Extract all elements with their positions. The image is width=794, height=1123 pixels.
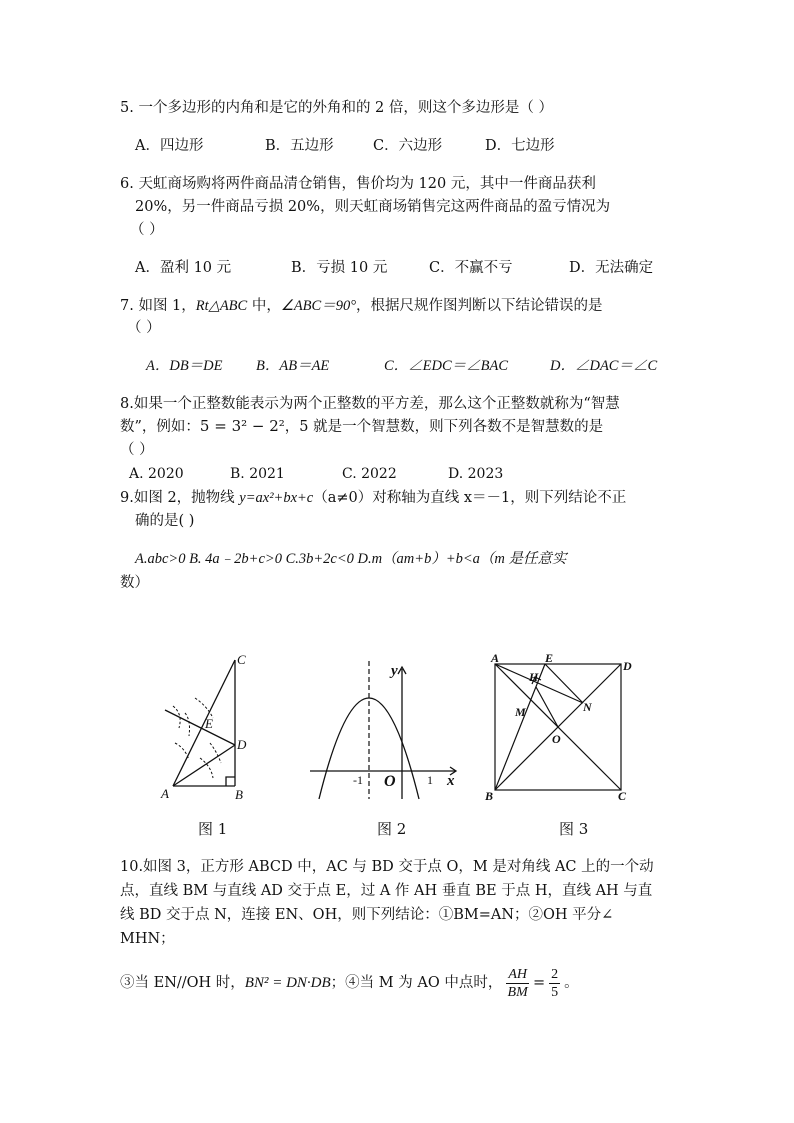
q10-fraction-right <box>549 966 560 1001</box>
q9-line2: 确的是( ) <box>135 513 195 529</box>
q6-options <box>135 258 653 278</box>
q7-option-a: A．DB＝DE <box>146 358 223 374</box>
q10-math-relation: BN² = DN·DB <box>244 975 331 991</box>
q9-prefix: 9.如图 2，抛物线 <box>120 490 240 506</box>
q7-line2: （ ） <box>127 320 161 336</box>
q10-line1: 10.如图 3，正方形 ABCD 中，AC 与 BD 交于点 O，M 是对角线 AC 上的一个动 <box>120 859 654 875</box>
q10-frac-right-den: 5 <box>551 984 559 1000</box>
figure-1-caption: 图 1 <box>198 820 228 838</box>
fig1-right-angle-mark <box>226 777 235 786</box>
q10-line2: 点，直线 BM 与直线 AD 交于点 E，过 A 作 AH 垂直 BE 于点 H，直线 AH 与直 <box>120 883 653 899</box>
q7-option-d: D．∠DAC＝∠C <box>550 358 658 374</box>
fig3-line-an <box>495 664 583 703</box>
fig3-line-oh <box>536 687 558 727</box>
q9-options-line1: A.abc>0 B. 4a﹣2b+c>0 C.3b+2c<0 D.m（am+b）+b<a（m 是任意实 <box>135 551 567 567</box>
fig3-label-d: D <box>623 659 632 673</box>
figure-3-caption: 图 3 <box>559 820 589 838</box>
fig3-label-n: N <box>583 700 592 714</box>
fig3-label-m: M <box>515 705 526 719</box>
figure-2 <box>307 655 467 803</box>
q7-option-c: C．∠EDC＝∠BAC <box>384 358 509 374</box>
figure-1 <box>155 648 255 803</box>
q5-option-c: C．六边形 <box>373 138 443 154</box>
q7-prefix: 7. 如图 1， <box>120 298 196 314</box>
fig1-segment-ac <box>173 660 235 786</box>
q10-line5-b: ；④当 M 为 AO 中点时， <box>330 975 503 991</box>
q9-line1 <box>120 488 626 508</box>
fig2-label-origin: O <box>384 773 396 790</box>
fig1-label-e: E <box>205 716 213 731</box>
fig3-label-e: E <box>545 651 554 665</box>
q6-line1: 6. 天虹商场购将两件商品清仓销售，售价均为 120 元，其中一件商品获利 <box>120 176 596 192</box>
q5-options <box>135 136 555 156</box>
q10-line4: MHN； <box>120 931 175 947</box>
q8-option-d: D. 2023 <box>448 466 504 482</box>
fig2-label-1: 1 <box>427 773 433 787</box>
q6-option-b: B．亏损 10 元 <box>291 260 388 276</box>
q10-line5 <box>120 964 579 1002</box>
fig3-label-o: O <box>552 732 561 746</box>
fig1-label-a: A <box>161 786 169 801</box>
q6-option-c: C．不赢不亏 <box>429 260 513 276</box>
figure-2-caption: 图 2 <box>377 820 407 838</box>
fig1-construction-arc-3 <box>195 698 213 718</box>
q5-option-a: A．四边形 <box>135 138 204 154</box>
q7-line1 <box>120 296 603 316</box>
q9-suffix: 对称轴为直线 x＝－1，则下列结论不正 <box>372 490 627 506</box>
fig3-label-b: B <box>485 789 494 803</box>
q10-fraction-left <box>506 966 529 1001</box>
fig3-label-c: C <box>618 789 627 803</box>
fig1-label-b: B <box>235 787 243 802</box>
q6-line2: 20%，另一件商品亏损 20%，则天虹商场销售完这两件商品的盈亏情况为 <box>135 199 611 215</box>
q10-frac-left-den: BM <box>507 984 528 1000</box>
q8-line2 <box>120 416 603 437</box>
fig1-label-c: C <box>237 652 246 667</box>
q10-equals: = <box>533 975 546 991</box>
q9-condition: （a≠0） <box>313 490 373 506</box>
fig3-label-a: A <box>491 651 500 665</box>
q7-triangle: △ABC <box>208 298 248 314</box>
q9-options-line2: 数） <box>120 575 149 591</box>
fig2-label-neg1: -1 <box>353 773 363 787</box>
fig3-line-en <box>545 664 583 703</box>
q5-option-d: D．七边形 <box>485 138 555 154</box>
q5-option-b: B．五边形 <box>265 138 334 154</box>
q8-line3: （ ） <box>120 442 154 458</box>
q8-line2-b: ，5 就是一个智慧数，则下列各数不是智慧数的是 <box>284 419 604 435</box>
fig1-label-d: D <box>237 737 247 752</box>
q10-end: 。 <box>564 975 579 991</box>
fig2-label-x: x <box>447 773 455 789</box>
q8-line2-a: 数”，例如： <box>120 419 200 435</box>
q10-frac-right-num: 2 <box>551 966 559 982</box>
q7-suffix: ，根据尺规作图判断以下结论错误的是 <box>356 298 603 314</box>
q7-option-b: B．AB＝AE <box>256 358 330 374</box>
figure-3 <box>483 650 633 805</box>
q7-mid: 中， <box>247 298 281 314</box>
q6-option-a: A．盈利 10 元 <box>135 260 232 276</box>
q7-rt: Rt <box>195 298 209 314</box>
q8-options <box>129 464 503 484</box>
fig1-construction-arc-5 <box>185 713 190 736</box>
q7-angle: ∠ABC＝90° <box>280 298 357 314</box>
q6-line3: （ ） <box>130 222 164 238</box>
q9-equation: y=ax²+bx+c <box>239 490 314 506</box>
q10-line5-a: ③当 EN//OH 时， <box>120 975 245 991</box>
fig3-label-h: H <box>529 670 539 684</box>
fig2-label-y: y <box>391 663 398 679</box>
q5-stem: 5. 一个多边形的内角和是它的外角和的 2 倍，则这个多边形是（ ） <box>120 100 553 116</box>
q8-option-c: C. 2022 <box>342 466 397 482</box>
q8-option-b: B. 2021 <box>230 466 285 482</box>
fig1-perpendicular-bisector <box>165 710 235 745</box>
q7-options <box>146 356 657 376</box>
q8-math-example: 5 = 3² − 2² <box>199 417 285 435</box>
q10-line3: 线 BD 交于点 N，连接 EN、OH，则下列结论：①BM=AN；②OH 平分∠ <box>120 907 614 923</box>
q6-option-d: D．无法确定 <box>569 260 654 276</box>
q8-option-a: A. 2020 <box>129 466 184 482</box>
q8-line1: 8.如果一个正整数能表示为两个正整数的平方差，那么这个正整数就称为“智慧 <box>120 396 620 412</box>
q10-frac-left-num: AH <box>508 966 527 982</box>
